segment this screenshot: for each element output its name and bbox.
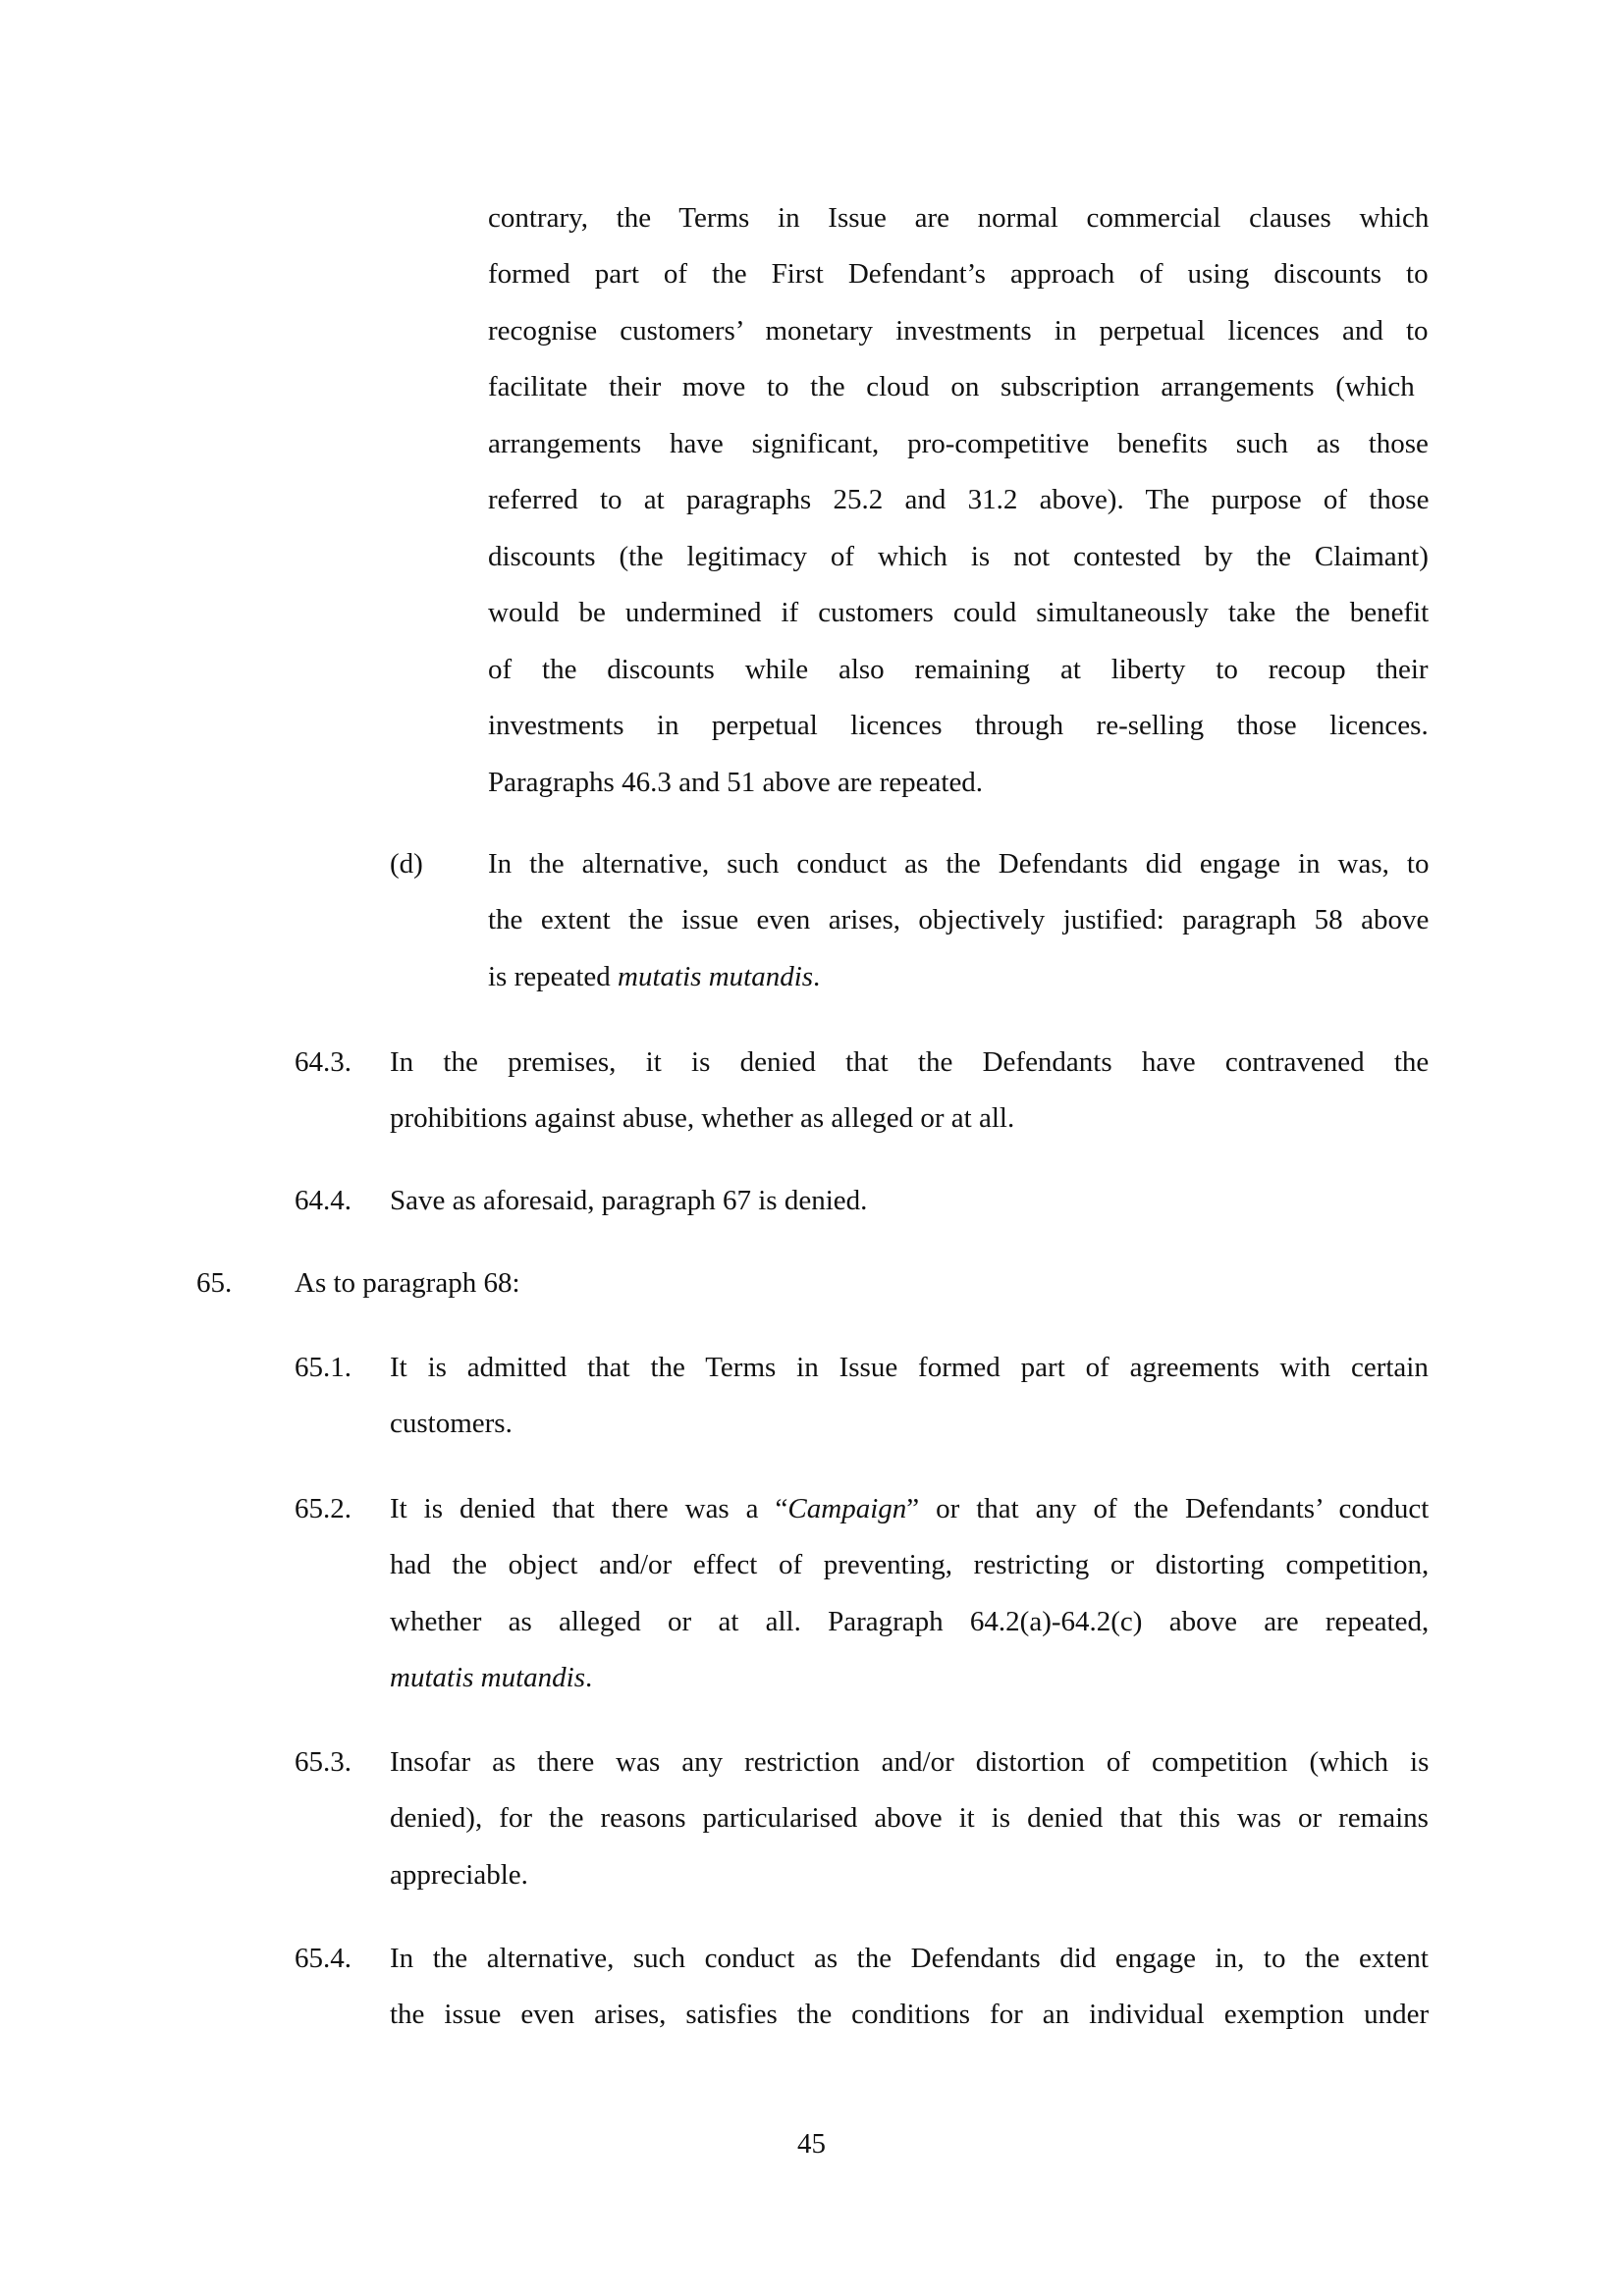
text-segment: the issue even arises, satisfies the conditions for an individual exemption under — [390, 1999, 1430, 2030]
text-segment: formed part of the First Defendant’s approach of using discounts to — [488, 258, 1429, 290]
paragraph-number: 64.4. — [295, 1184, 352, 1216]
text-line — [390, 1847, 1429, 1904]
text-line — [488, 416, 1429, 473]
italic-text: mutatis mutandis — [390, 1662, 585, 1693]
text-segment: appreciable. — [390, 1858, 528, 1891]
text-segment: . — [813, 960, 821, 992]
paragraph-text — [390, 1931, 1429, 2044]
text-line — [390, 1340, 1429, 1397]
text-segment: arrangements have significant, pro-competitive benefits such as those — [488, 427, 1429, 459]
paragraph-text — [390, 1735, 1429, 1904]
text-line — [488, 359, 1429, 416]
paragraph-text — [488, 836, 1429, 1006]
text-segment: is repeated — [488, 960, 619, 992]
text-line — [295, 1255, 1429, 1312]
text-segment: contrary, the Terms in Issue are normal commercial clauses which — [488, 201, 1430, 234]
text-segment: had the object and/or effect of preventing, restricting or distorting competition, — [390, 1549, 1430, 1580]
paragraph-text — [390, 1340, 1429, 1453]
text-line — [488, 529, 1429, 586]
text-segment: In the premises, it is denied that the Defendants have contravened the — [390, 1045, 1430, 1078]
text-segment: would be undermined if customers could simultaneously take the benefit — [488, 597, 1430, 628]
text-segment: customers. — [390, 1408, 513, 1439]
text-segment: facilitate their move to the cloud on subscription arrangements (which — [488, 371, 1415, 402]
text-line — [488, 892, 1429, 949]
text-line — [390, 1537, 1429, 1594]
text-line — [488, 698, 1429, 755]
text-segment: the extent the issue even arises, objectively justified: paragraph 58 above — [488, 904, 1430, 935]
paragraph-number: 65.3. — [295, 1745, 352, 1778]
paragraph-text — [390, 1481, 1429, 1707]
paragraph-number: 65.4. — [295, 1942, 352, 1974]
text-line — [390, 1987, 1429, 2044]
text-segment: of the discounts while also remaining at liberty to recoup their — [488, 653, 1429, 685]
text-line — [488, 949, 1429, 1006]
text-line — [488, 585, 1429, 642]
text-segment: . — [585, 1662, 593, 1693]
paragraph-number: (d) — [390, 847, 423, 880]
text-line — [488, 836, 1429, 893]
text-segment: ” or that any of the Defendants’ conduct — [906, 1492, 1430, 1524]
text-segment: Save as aforesaid, paragraph 67 is denied. — [390, 1184, 868, 1216]
text-segment: investments in perpetual licences through re-selling those licences. — [488, 710, 1429, 741]
text-line — [390, 1650, 1429, 1707]
paragraph-number: 65.2. — [295, 1492, 352, 1524]
paragraph-number: 65. — [196, 1266, 233, 1299]
text-segment: prohibitions against abuse, whether as alleged or at all. — [390, 1102, 1015, 1134]
text-line — [390, 1035, 1429, 1092]
text-segment: Paragraphs 46.3 and 51 above are repeated. — [488, 766, 984, 798]
paragraph-number: 65.1. — [295, 1351, 352, 1383]
text-segment: whether as alleged or at all. Paragraph 64.2(a)-64.2(c) above are repeated, — [390, 1605, 1430, 1637]
paragraph-text — [390, 1035, 1429, 1148]
text-line — [390, 1396, 1429, 1453]
text-segment: In the alternative, such conduct as the Defendants did engage in, to the extent — [390, 1942, 1429, 1974]
text-line — [390, 1481, 1429, 1538]
paragraph-text — [488, 190, 1429, 812]
text-segment: discounts (the legitimacy of which is not contested by the Claimant) — [488, 540, 1429, 572]
text-segment: It is denied that there was a “ — [390, 1492, 788, 1524]
text-segment: As to paragraph 68: — [295, 1266, 520, 1299]
paragraph-text — [390, 1173, 1429, 1230]
text-segment: In the alternative, such conduct as the Defendants did engage in was, to — [488, 847, 1430, 880]
text-line — [488, 472, 1429, 529]
text-line — [390, 1735, 1429, 1791]
text-line — [390, 1931, 1429, 1988]
paragraph-text — [295, 1255, 1429, 1312]
text-line — [488, 246, 1429, 303]
text-line — [488, 755, 1429, 812]
text-segment: Insofar as there was any restriction and/or distortion of competition (which is — [390, 1745, 1430, 1778]
text-line — [390, 1173, 1429, 1230]
italic-text: mutatis mutandis — [618, 960, 814, 992]
text-segment: It is admitted that the Terms in Issue formed part of agreements with certain — [390, 1351, 1429, 1383]
text-segment: referred to at paragraphs 25.2 and 31.2 above). The purpose of those — [488, 484, 1430, 515]
text-line — [488, 303, 1429, 360]
text-line — [390, 1594, 1429, 1651]
text-segment: denied), for the reasons particularised above it is denied that this was or remains — [390, 1802, 1429, 1834]
text-line — [488, 642, 1429, 699]
paragraph-number: 64.3. — [295, 1045, 352, 1078]
text-line — [390, 1790, 1429, 1847]
text-line — [488, 190, 1429, 247]
text-segment: recognise customers’ monetary investments in perpetual licences and to — [488, 314, 1429, 347]
italic-text: Campaign — [787, 1492, 907, 1524]
page-number: 45 — [797, 2127, 826, 2160]
text-line — [390, 1091, 1429, 1148]
